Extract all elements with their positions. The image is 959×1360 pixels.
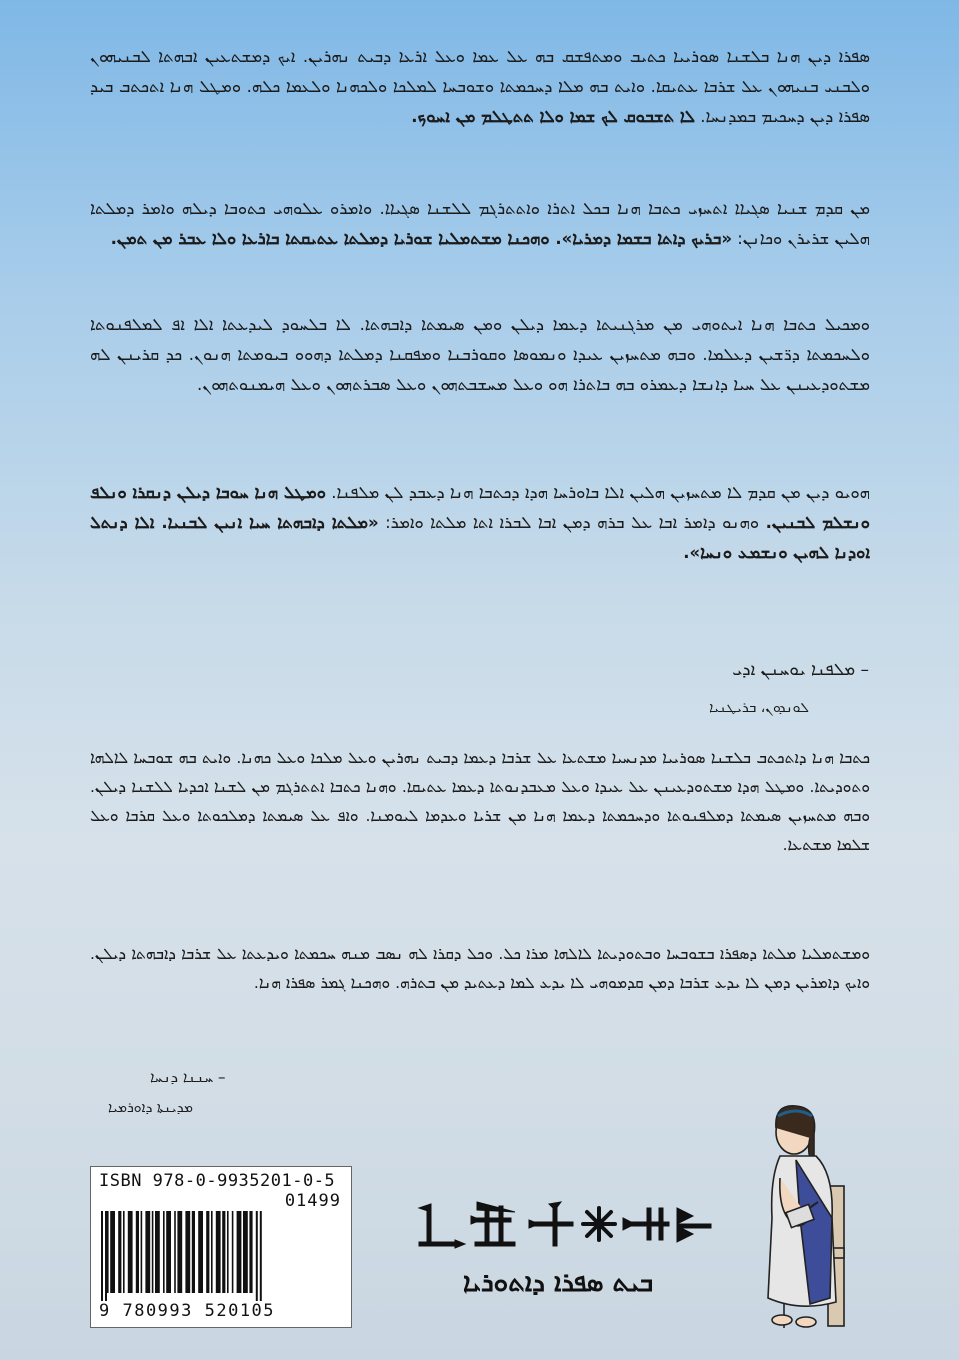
paragraph-3-text: ܘܡܟܝܠ ܟܬܒܐ ܗܢܐ ܐܝܬܘܗܝ ܡܢ ܡܪܓܢܝܬܐ ܕܥܡܐ ܕܝܠܢ ܘܡܢ ܣܝܡܬܐ ܕܐܒܗܬܐ. ܠܐ ܒܠܚܘܕ ܠܝܕܥܬܐ ܐܠܐ ܐܦ ܠܡܠܦܢܘܬܐ ܘܠܚܟܡܬܐ ܕܪ̈ܫܝܢ ܕܥܠܡܐ. ܘܒܗ ܡܬܚܙܝܢ ܥܝܕܐ ܘܢܡܘܣܐ ܘܩܘܪܒܢܐ ܘܡܦܩܢܐ ܕܡܠܬܐ ܕܗܘܘ ܒܝܘܡܬܐ ܗܢܘܢ. ܟܕ ܩܪܝܢܢ ܠܗ ܡܫܬܘܕܥܝܢܢ ܥܠ ܚܝܐ ܕܐܢܫܐ ܕܥܡܪܘ ܒܗ ܒܐܬܪܐ ܗܘ ܘܥܠ ܡܚܫܒܬܗܘܢ ܘܥܠ ܣܒܪܬܗܘܢ ܘܥܠ ܗܝܡܢܘܬܗܘܢ.	[90, 315, 870, 394]
barcode-bar	[232, 1211, 234, 1293]
paragraph-1	[90, 42, 870, 132]
signature-2-location: ܡܕܝܢܬܐ ܕܐܘܪܡܝܐ	[108, 1100, 194, 1116]
barcode-bar	[105, 1211, 107, 1301]
paragraph-4-text2: ܘܗܢܘ ܕܐܡܪ ܐܒܐ ܥܠ ܒܪܗ ܕܡܢ ܐܒܐ ܠܒܪܐ ܐܬܐ ܡܠܬܐ ܘܐܡܪ:	[385, 513, 760, 532]
barcode-bar	[136, 1211, 139, 1293]
paragraph-2-text: ܡܢ ܩܕܡ ܫܢܝܐ ܣܓܝܐܐ ܐܬܚܙܝ ܟܬܒܐ ܗܢܐ ܒܟܠ ܐܬܪܐ ܘܐܬܬܪܓܡ ܠܠܫܢܐ ܣܓܝܐܐ. ܘܐܡܪܘ ܥܠܘܗܝ ܟܬܘܒܐ ܕܝܠܗ ܘܐܡܪ ܕܡܠܬܐ ܗܠܝܢ ܫܪܝܪܢ ܘܟܐܢܢ:	[90, 199, 870, 248]
barcode-bar	[185, 1211, 190, 1293]
eastern-paragraph-2: ܘܡܫܬܡܠܝܐ ܡܠܬܐ ܕܣܦܪܐ ܒܫܘܒܚܐ ܘܒܬܘܕܝܬܐ ܠܐܠܗܐ ܡܪܐ ܟܠ. ܘܟܠ ܕܩܪܐ ܠܗ ܢܣܒ ܡܢܗ ܚܟܡܬܐ ܘܝܕܥܬܐ ܥܠ ܫܪܒܐ ܕܐܒܗܬܐ ܕܝܠܢ. ܘܐܝܟ ܕܐܡܪܝܢ ܕܡܢ ܠܐ ܝܕܥ ܫܪܒܐ ܕܡܢ ܩܕܡܘܗܝ ܠܐ ܝܕܥ ܠܡܐ ܕܥܬܝܕ ܡܢ ܒܬܪܗ. ܘܗܟܢܐ ܓܡܪ ܣܦܪܐ ܗܢܐ.	[90, 945, 870, 992]
barcode-bar	[155, 1211, 160, 1293]
barcode-bar	[227, 1211, 229, 1293]
barcode-bar	[192, 1211, 195, 1293]
paragraph-4	[90, 478, 870, 568]
barcode-bar	[107, 1211, 109, 1293]
eastern-paragraph-1: ܟܬܒܐ ܗܢܐ ܕܐܬܟܬܒ ܒܠܫܢܐ ܣܘܪܝܝܐ ܡܕܢܚܝܐ ܡܫܬܥܐ ܥܠ ܫܪܒܐ ܕܥܡܐ ܕܒܝܬ ܢܗܪܝܢ ܘܥܠ ܡܠܟܐ ܘܥܠ ܟܗܢܐ. ܘܐܝܬ ܒܗ ܫܘܒܚܐ ܠܐܠܗܐ ܘܬܘܕܝܬܐ. ܘܡܛܠ ܗܕܐ ܡܫܬܘܕܥܝܢܢ ܥܠ ܥܝܕܐ ܘܥܠ ܡܥܒܕܢܘܬܐ ܕܥܡܐ ܥܬܝܩܐ. ܘܗܢܐ ܟܬܒܐ ܐܬܬܪܓܡ ܡܢ ܠܫܢܐ ܐܟܕܝܐ ܠܠܫܢܐ ܕܝܠܢ. ܘܒܗ ܡܬܚܙܝܢ ܣܝܡܬܐ ܕܡܠܦܢܘܬܐ ܘܕܚܟܡܬܐ ܕܥܡܐ ܗܢܐ ܡܢ ܫܪܝܐ ܘܥܕܡܐ ܠܝܘܡܢܐ. ܘܐܦ ܥܠ ܣܝܡܬܐ ܕܡܠܟܘܬܐ ܘܥܠ ܩܪܒܐ ܘܥܠ ܫܠܡܐ ܡܫܬܥܐ.	[90, 749, 870, 854]
barcode-bar	[211, 1211, 213, 1293]
paragraph-4-text: ܗܘܝܘ ܕܝܢ ܡܢ ܩܕܡ ܠܐ ܡܬܚܙܝܢ ܗܠܝܢ ܐܠܐ ܒܐܘܪܚܐ ܗܕܐ ܕܟܬܒܐ ܗܢܐ ܕܥܒܕ ܠܢ ܡܠܦܢܐ.	[331, 483, 871, 502]
cuneiform-logo-icon	[415, 1198, 715, 1258]
paragraph-3	[90, 310, 870, 400]
barcode-bar	[256, 1211, 258, 1301]
signature-2-name: – ܚܢܢܐ ܕܢܚܐ	[150, 1068, 226, 1086]
barcode-bar	[198, 1211, 203, 1293]
signature-1-location: ܠܘܢܕܘܢ، ܒܪܝܛܢܝܐ	[709, 700, 809, 716]
barcode-bar	[163, 1211, 165, 1293]
paragraph-1-bold: ܠܐ ܬܫܒܘܩ ܠܟ ܫܡܐ ܘܠܐ ܬܬܛܠܡ ܡܢ ܐܚܘܟ.	[411, 107, 696, 126]
logo-caption: ܒܝܬ ܣܦܪܐ ܕܐܬܘܪܝܐ	[462, 1268, 654, 1298]
barcode-bar	[110, 1211, 115, 1293]
barcode-bar	[128, 1211, 133, 1293]
paragraph-1-text: ܣܦܪܐ ܕܝܢ ܗܢܐ ܒܠܫܢܐ ܣܘܪܝܝܐ ܟܬܝܒ ܘܡܬܦܫܩ ܒܗ ܥܠ ܥܡܐ ܘܥܠ ܐܪܥܐ ܕܒܝܬ ܢܗܪܝܢ. ܐܝܟ ܕܡܫܬܥܝܢ ܐܒܗܬܐ ܠܒܢܝܗܘܢ ܘܠܒܢܝ ܒܢܝܗܘܢ ܥܠ ܫܪܒܐ ܥܬܝܩܐ. ܘܐܝܬ ܒܗ ܡܠܐ ܕܚܟܡܬܐ ܘܫܘܒܚܐ ܠܡܠܟܐ ܘܠܟܗܢܐ ܘܠܥܡܐ ܟܠܗ. ܘܡܛܠ ܗܢܐ ܐܬܟܬܒ ܒܝܕ ܣܦܪܐ ܕܝܢ ܕܚܟܝܡ ܒܡܕܢܚܐ.	[90, 47, 870, 126]
barcode-bar	[206, 1211, 209, 1293]
paragraph-4-bold2: «ܡܠܬܐ ܕܐܒܗܬܐ ܚܝܐ ܐܢܝܢ ܠܒܢܝܐ. ܐܠܐ ܕܢܬܠ ܐܘܕܢܐ ܠܗܝܢ ܘܢܫܡܥ ܘܢܚܐ».	[90, 513, 870, 562]
barcode-bars	[99, 1211, 343, 1301]
isbn-text: ISBN 978-0-9935201-0-5	[99, 1171, 336, 1191]
barcode-bar	[141, 1211, 143, 1293]
ean-digits: 9 780993 520105	[99, 1301, 276, 1321]
barcode-bar	[166, 1211, 171, 1293]
barcode-bar	[101, 1211, 103, 1301]
barcode-bar	[260, 1211, 262, 1301]
barcode-bar	[118, 1211, 121, 1293]
barcode-bar	[243, 1211, 248, 1293]
paragraph-2	[90, 194, 870, 254]
barcode-bar	[222, 1211, 225, 1293]
barcode-bar	[216, 1211, 221, 1293]
paragraph-2-bold: «ܒܪܝܟ ܕܐܬܐ ܒܫܡܐ ܕܡܪܝܐ». ܘܗܟܢܐ ܡܫܬܡܠܝܐ ܫܘܪܝܐ ܕܡܠܬܐ ܥܬܝܩܬܐ ܒܐܪܥܐ ܘܠܐ ܥܒܪ ܡܢ ܬܡܢ.	[110, 229, 732, 248]
barcode-bar	[177, 1211, 182, 1293]
barcode-bar	[152, 1211, 154, 1293]
barcode-bar	[237, 1211, 242, 1293]
isbn-barcode	[90, 1166, 352, 1328]
paragraph-4-bold: ܘܡܛܠ ܗܢܐ ܚܘܒܐ ܕܝܠܢ ܕܢܩܪܐ ܘܢܠܦ ܘܢܫܠܡ ܠܒܢܝܢ.	[90, 483, 870, 532]
price-code: 01499	[284, 1191, 341, 1211]
signature-1-name: – ܡܠܦܢܐ ܝܘܚܢܢ ܐܕܝ	[732, 660, 869, 680]
barcode-bar	[174, 1211, 176, 1293]
scribe-illustration-icon	[740, 1098, 880, 1338]
barcode-bar	[123, 1211, 125, 1293]
barcode-bar	[145, 1211, 150, 1293]
barcode-bar	[249, 1211, 252, 1293]
